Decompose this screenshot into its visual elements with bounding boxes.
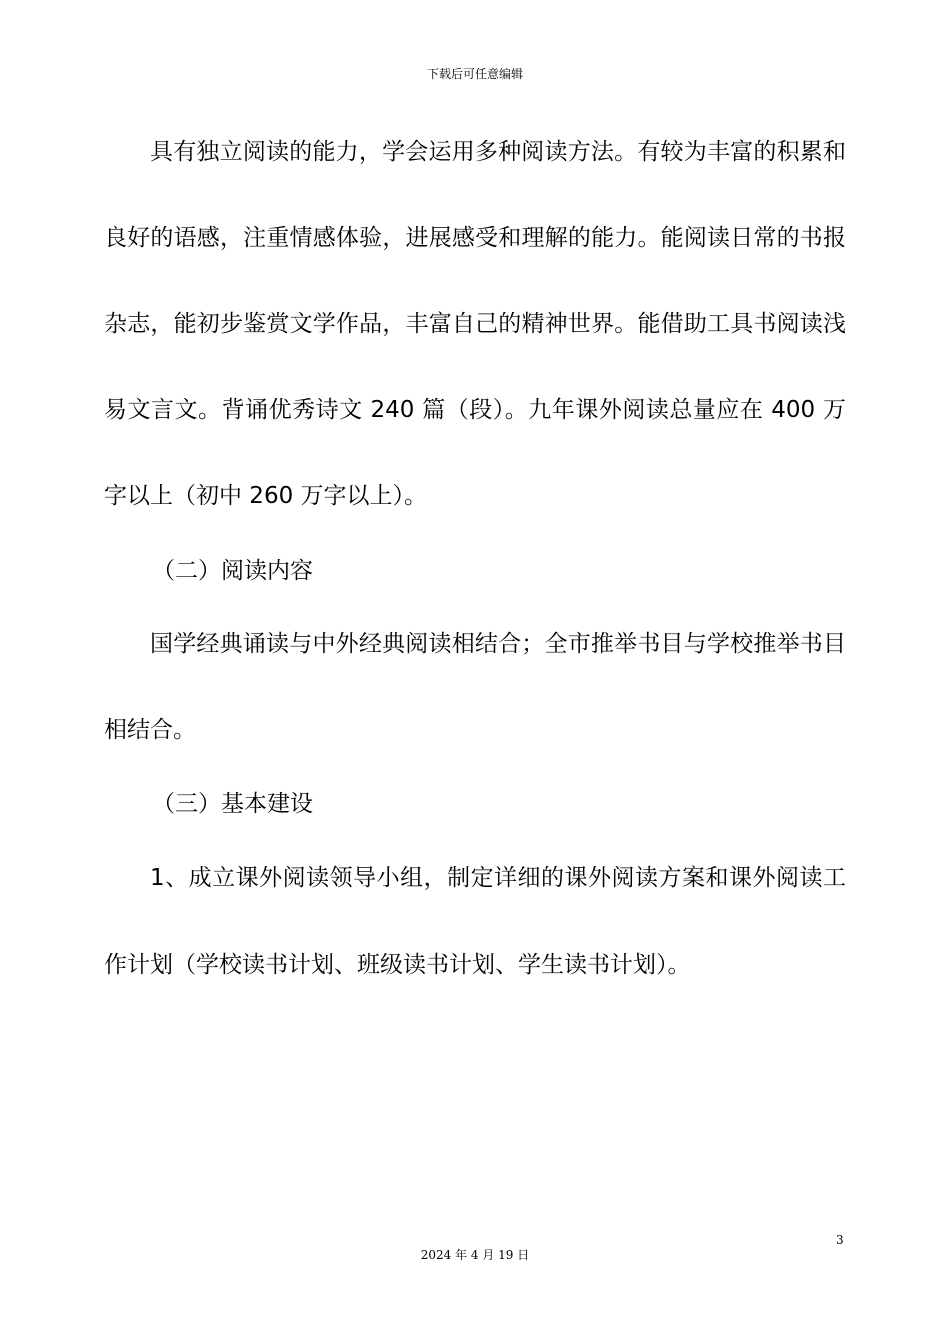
paragraph-line: 1、成立课外阅读领导小组，制定详细的课外阅读方案和课外阅读工: [150, 865, 846, 891]
paragraph-line: 相结合。: [104, 717, 196, 743]
paragraph-line: 良好的语感，注重情感体验，进展感受和理解的能力。能阅读日常的书报: [104, 225, 846, 251]
paragraph-line: 字以上（初中 260 万字以上）。: [104, 483, 428, 509]
page-footer-date: 2024 年 4 月 19 日: [420, 1248, 530, 1262]
section-heading: （三）基本建设: [152, 791, 313, 817]
paragraph-line: 国学经典诵读与中外经典阅读相结合；全市推举书目与学校推举书目: [150, 631, 846, 657]
paragraph-line: 具有独立阅读的能力，学会运用多种阅读方法。有较为丰富的积累和: [150, 139, 846, 165]
page-number: 3: [836, 1233, 844, 1247]
page-header: 下载后可任意编辑: [426, 67, 523, 81]
paragraph-line: 杂志，能初步鉴赏文学作品，丰富自己的精神世界。能借助工具书阅读浅: [104, 311, 846, 337]
paragraph-line: 作计划（学校读书计划、班级读书计划、学生读书计划）。: [104, 952, 691, 978]
paragraph-line: 易文言文。背诵优秀诗文 240 篇（段）。九年课外阅读总量应在 400 万: [104, 397, 846, 423]
section-heading: （二）阅读内容: [152, 558, 313, 584]
